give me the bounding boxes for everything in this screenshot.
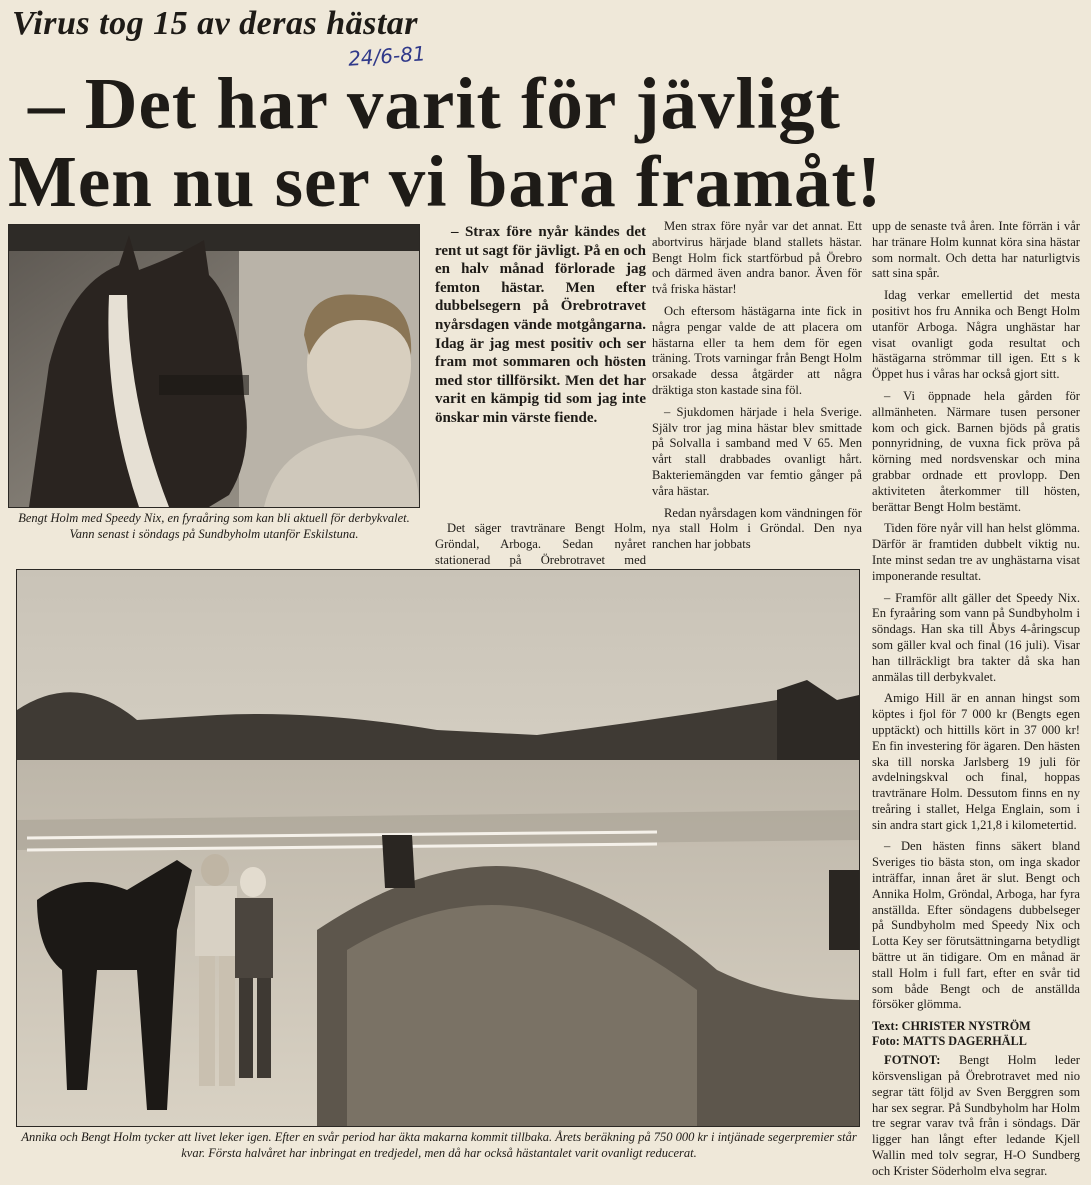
col3-paragraph-6: Amigo Hill är en annan hingst som köptes i fjol för 7 000 kr (Bengts egen upptäckt) och hittills kört in 37 000 kr! En fin investering för ägaren. Den hästen ska till norska Jarlsberg 19 juli för avdelningskval och final, hoppas travtränare Holm. Dessutom finns en ny treåring i stallet, Helga Englain, som i sin andra start gick 1,21,8 i kilometertid. bbox=[872, 691, 1080, 832]
col3-paragraph-2: Idag verkar emellertid det mesta positivt hos fru Annika och Bengt Holm utanför Arboga. Några unghästar har visat ovanligt goda resultat och hästägarna strömmar till igen. Ett s k Öppet hus i våras har också gjort sitt. bbox=[872, 288, 1080, 382]
headline-line-2: Men nu ser vi bara framåt! bbox=[8, 141, 883, 222]
footnote-text: Bengt Holm leder körsvensligan på Örebrotravet med nio segrar tätt följd av Sven Berggren som har sex segrar. På Sundbyholm har Holm tre segrar varav två från i söndags. Där ligger han långt efter ledande Kjell Wallin med tolv segrar, H-O Sundberg och Krister Söderholm elva segrar. bbox=[872, 1053, 1080, 1178]
col3-paragraph-7: – Den hästen finns säkert bland Sveriges tio bästa ston, om inga skador inträffar, innan året är slut. Bengt och Annika Holm, Gröndal, Arboga, har fyra anställda. Efter söndagens dubbelseger på Sundbyholm med Speedy Nix och Lotta Key ser förutsättningarna betydligt bättre ut än tidigare. Om en månad är stall Holm i full fart, efter en svår tid som både Bengt och de anställda försöker glömma. bbox=[872, 839, 1080, 1012]
photo2-caption: Annika och Bengt Holm tycker att livet leker igen. Efter en svår period har äkta makarna kommit tillbaka. Årets beräkning på 750 000 kr i intjänade segerpremier står kvar. Första halvåret har inbringat en tredjedel, men då har också hästantalet varit ovanligt reducerat. bbox=[21, 1130, 857, 1160]
column-2 bbox=[652, 219, 862, 559]
col3-paragraph-5: – Framför allt gäller det Speedy Nix. En fyraåring som vann på Sundbyholm i söndags. Han ska till Åbys 4-åringscup som gäller kval och final (16 juli). Visar han tillräckligt bra takter då ska han anmälas till derbykvalet. bbox=[872, 590, 1080, 684]
column-3 bbox=[872, 219, 1080, 1180]
col3-paragraph-4: Tiden före nyår vill han helst glömma. Därför är framtiden dubbelt viktig nu. Inte minst sedan tre av unghästarna visat imponerande resultat. bbox=[872, 521, 1080, 583]
col1-paragraph: Det säger travtränare Bengt Holm, Gröndal, Arboga. Sedan nyåret stationerad på Örebrotravet med bbox=[435, 521, 646, 567]
photo-bengt-holm-speedy-nix bbox=[8, 224, 420, 508]
headline-line-1: – Det har varit för jävligt bbox=[28, 63, 841, 144]
col3-paragraph-3: – Vi öppnade hela gården för allmänheten. Närmare tusen personer kom och gick. Barnen bjöds på gratis ponnyridning, de vuxna fick pröva på körning med nordsvenskar och mina grabbar ordnade ett provlopp. Den aktiviteten återkommer till hösten, berättar Bengt Holm bestämt. bbox=[872, 388, 1080, 514]
photo-annika-bengt-holm-farm bbox=[16, 569, 860, 1127]
lead-text: – Strax före nyår kändes det rent ut sagt för jävligt. På en och en halv månad förlorade jag femton hästar. Men efter dubbelsegern på Örebrotravet nyårsdagen vände motgångarna. Idag är jag mest positiv och ser fram mot sommaren och hösten med stor tillförsikt. Men det har varit en kämpig tid som jag inte önskar min värste fiende. bbox=[435, 224, 646, 426]
credit-text: Text: CHRISTER NYSTRÖM bbox=[872, 1019, 1031, 1034]
kicker-headline: Virus tog 15 av deras hästar bbox=[12, 5, 419, 42]
col2-paragraph-1: Men strax före nyår var det annat. Ett abortvirus härjade bland stallets hästar. Bengt Holm fick startförbud på Örebro och därmed även andra banor. Även för två friska hästar! bbox=[652, 219, 862, 297]
col2-paragraph-3: – Sjukdomen härjade i hela Sverige. Själv tror jag mina hästar blev smittade på Solvalla i samband med V 65. Men vårt stall drabbades ovanligt hårt. Bakteriemängden var femtio gånger på våra hästar. bbox=[652, 404, 862, 498]
footnote bbox=[872, 1053, 1080, 1179]
col2-paragraph-4: Redan nyårsdagen kom vändningen för nya stall Holm i Gröndal. Den nya ranchen har jobbats bbox=[652, 505, 862, 552]
photo1-caption: Bengt Holm med Speedy Nix, en fyraåring som kan bli aktuell för derbykvalet. Vann senast i söndags på Sundbyholm utanför Eskilstuna. bbox=[18, 511, 410, 541]
col2-paragraph-2: Och eftersom hästägarna inte fick in några pengar valde de att placera om hästarna eller ta hem dem för egen träning. Trots varningar från Bengt Holm orsakade dessa åtgärder att några dräktiga ston kastade sina föl. bbox=[652, 303, 862, 397]
lead-paragraph bbox=[435, 223, 646, 428]
credit-photo: Foto: MATTS DAGERHÄLL bbox=[872, 1034, 1027, 1049]
col3-paragraph-1: upp de senaste två åren. Inte förrän i vår har tränare Holm kunnat köra sina hästar som normalt. Och detta har naturligtvis satt sina spår. bbox=[872, 219, 1080, 281]
photo-illustration bbox=[9, 225, 419, 507]
photo-illustration bbox=[17, 570, 859, 1126]
footnote-label: FOTNOT: bbox=[884, 1053, 941, 1068]
handwritten-date: 24/6-81 bbox=[347, 41, 427, 71]
